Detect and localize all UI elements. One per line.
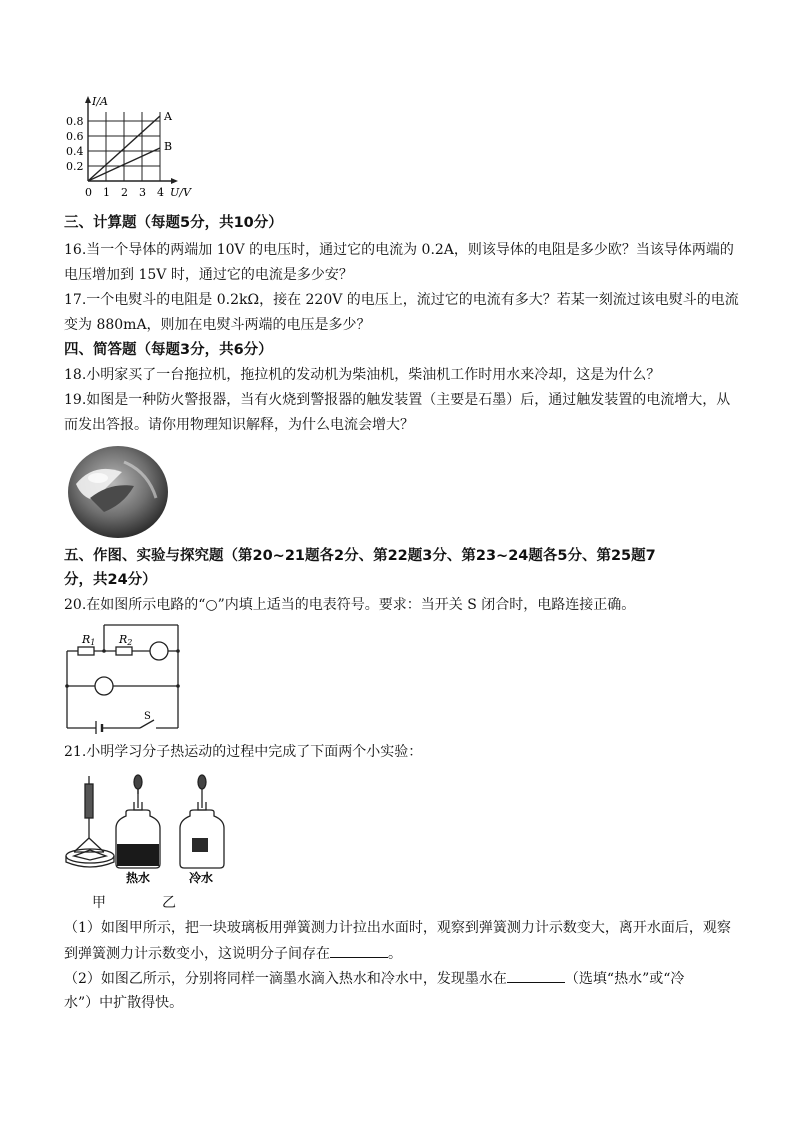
q16-line1: 16.当一个导体的两端加 10V 的电压时，通过它的电流为 0.2A，则该导体的电阻是多少欧？当该导体两端的 [64, 242, 734, 258]
circuit-diagram [60, 622, 190, 734]
y-tick: 0.2 [66, 160, 84, 173]
meter-circle-1 [150, 642, 168, 660]
answer-blank-1[interactable] [330, 943, 388, 958]
q19-line1: 19.如图是一种防火警报器，当有火烧到警报器的触发装置（主要是石墨）后，通过触发装置的电流增大，从 [64, 392, 731, 408]
answer-blank-2[interactable] [507, 968, 565, 983]
x-tick: 0 [85, 186, 92, 199]
x-tick: 4 [157, 186, 164, 199]
q20: 20.在如图所示电路的“○”内填上适当的电表符号。要求：当开关 S 闭合时，电路连接正确。 [64, 597, 636, 613]
label-yi: 乙 [162, 895, 176, 911]
cold-water-label: 冷水 [189, 871, 214, 884]
y-tick: 0.4 [66, 145, 84, 158]
q21-2-line2: 水”）中扩散得快。 [64, 995, 184, 1011]
resistor-r1 [78, 647, 94, 655]
x-tick: 3 [139, 186, 146, 199]
q19-line2: 而发出答报。请你用物理知识解释，为什么电流会增大？ [64, 417, 414, 433]
section3-title: 三、计算题（每题5分，共10分） [64, 215, 283, 231]
switch-label: S [144, 711, 151, 722]
q18: 18.小明家买了一台拖拉机，拖拉机的发动机为柴油机，柴油机工作时用水来冷却，这是为什么？ [64, 367, 661, 383]
line-a-label: A [164, 110, 172, 123]
section5-title-line1: 五、作图、实验与探究题（第20~21题各2分、第22题3分、第23~24题各5分、第25题7 [64, 548, 656, 564]
x-tick: 2 [121, 186, 128, 199]
q17-line2: 变为 880mA，则加在电熨斗两端的电压是多少？ [64, 317, 371, 333]
y-tick: 0.8 [66, 115, 84, 128]
hot-water-label: 热水 [126, 871, 151, 884]
line-b-label: B [164, 140, 173, 153]
iu-graph [62, 92, 202, 202]
section5-title-line2: 分，共24分） [64, 572, 157, 588]
r1-label: R1 [82, 633, 96, 647]
q16-line2: 电压增加到 15V 时，通过它的电流是多少安？ [64, 267, 353, 283]
q21: 21.小明学习分子热运动的过程中完成了下面两个小实验： [64, 744, 423, 760]
meter-circle-2 [95, 677, 113, 695]
fire-alarm-photo [64, 442, 168, 540]
q21-1-line2: 到弹簧测力计示数变小，这说明分子间存在 。 [64, 943, 402, 964]
label-jia: 甲 [92, 895, 106, 911]
section4-title: 四、简答题（每题3分，共6分） [64, 342, 273, 358]
x-tick: 1 [103, 186, 110, 199]
y-tick: 0.6 [66, 130, 84, 143]
q21-1-line1: （1）如图甲所示，把一块玻璃板用弹簧测力计拉出水面时，观察到弹簧测力计示数变大，离开水面后，观察 [64, 920, 731, 936]
experiment-figure [60, 772, 240, 884]
x-axis-label: U/V [170, 186, 191, 199]
q17-line1: 17.一个电熨斗的电阻是 0.2kΩ，接在 220V 的电压上，流过它的电流有多大？若某一刻流过该电熨斗的电流 [64, 292, 739, 308]
y-axis-label: I/A [92, 95, 108, 108]
r2-label: R2 [119, 633, 133, 647]
resistor-r2 [116, 647, 132, 655]
q21-2-line1: （2）如图乙所示，分别将同样一滴墨水滴入热水和冷水中，发现墨水在 （选填“热水”或“冷 [64, 968, 684, 989]
